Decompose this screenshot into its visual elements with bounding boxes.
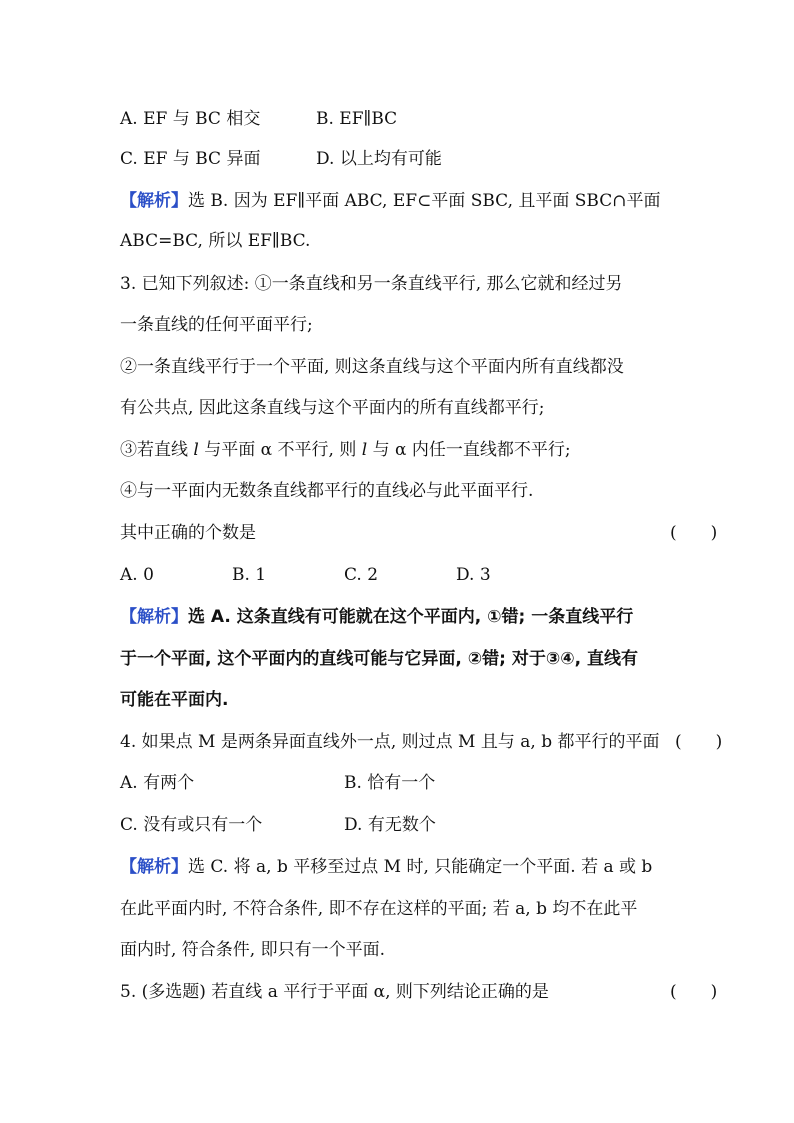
q3-option-a: A. 0: [120, 565, 154, 585]
q3-statement2-line2: 有公共点, 因此这条直线与这个平面内的所有直线都平行;: [120, 398, 545, 418]
q4-analysis-text1: 选 C. 将 a, b 平移至过点 M 时, 只能确定一个平面. 若 a 或 b: [188, 857, 653, 877]
q4-answer-paren: ( ): [675, 732, 723, 752]
q4-option-b: B. 恰有一个: [344, 773, 436, 793]
q2-analysis-line2: ABC=BC, 所以 EF∥BC.: [120, 231, 311, 251]
q3-statement4: ④与一平面内无数条直线都平行的直线必与此平面平行.: [120, 481, 534, 501]
q2-option-d: D. 以上均有可能: [316, 149, 442, 169]
line-l-symbol: l: [193, 440, 199, 460]
q2-option-c: C. EF 与 BC 异面: [120, 149, 261, 169]
analysis-tag: 【解析】: [120, 191, 188, 211]
q4-stem: 4. 如果点 M 是两条异面直线外一点, 则过点 M 且与 a, b 都平行的平面: [120, 732, 660, 752]
q3-analysis-line3: 可能在平面内.: [120, 690, 229, 710]
q3-analysis-line1: [120, 606, 633, 628]
q3-analysis-line2: 于一个平面, 这个平面内的直线可能与它异面, ②错; 对于③④, 直线有: [120, 649, 639, 669]
q4-option-d: D. 有无数个: [344, 815, 436, 835]
q4-option-a: A. 有两个: [120, 773, 195, 793]
q3-statement3-part-a: ③若直线: [120, 440, 194, 460]
q2-analysis-line1: [120, 190, 661, 212]
q5-stem: 5. (多选题) 若直线 a 平行于平面 α, 则下列结论正确的是: [120, 982, 549, 1002]
q4-analysis-line3: 面内时, 符合条件, 即只有一个平面.: [120, 940, 386, 960]
q4-analysis-line2: 在此平面内时, 不符合条件, 即不存在这样的平面; 若 a, b 均不在此平: [120, 899, 638, 919]
q2-analysis-text1: 选 B. 因为 EF∥平面 ABC, EF⊂平面 SBC, 且平面 SBC∩平面: [188, 191, 661, 211]
q4-analysis-line1: [120, 856, 652, 878]
q2-option-a: A. EF 与 BC 相交: [120, 109, 261, 129]
q5-answer-paren: ( ): [670, 982, 718, 1002]
q4-option-c: C. 没有或只有一个: [120, 815, 263, 835]
q3-stem-line2: 一条直线的任何平面平行;: [120, 315, 313, 335]
q3-statement2-line1: ②一条直线平行于一个平面, 则这条直线与这个平面内所有直线都没: [120, 357, 624, 377]
q3-statement3: [120, 439, 571, 461]
q3-option-c: C. 2: [344, 565, 379, 585]
analysis-tag: 【解析】: [120, 857, 188, 877]
line-l-symbol: l: [361, 440, 368, 460]
analysis-tag: 【解析】: [120, 607, 188, 627]
q3-question: 其中正确的个数是: [120, 523, 256, 543]
q3-option-b: B. 1: [232, 565, 267, 585]
q2-option-b: B. EF∥BC: [316, 109, 398, 129]
q3-option-d: D. 3: [456, 565, 491, 585]
q3-analysis-text1: 选 A. 这条直线有可能就在这个平面内, ①错; 一条直线平行: [188, 607, 634, 627]
q3-stem-line1: 3. 已知下列叙述: ①一条直线和另一条直线平行, 那么它就和经过另: [120, 274, 623, 294]
q3-answer-paren: ( ): [670, 523, 718, 543]
q3-statement3-part-b: 与平面 α 不平行, 则: [198, 440, 362, 460]
q3-statement3-part-c: 与 α 内任一直线都不平行;: [367, 440, 571, 460]
